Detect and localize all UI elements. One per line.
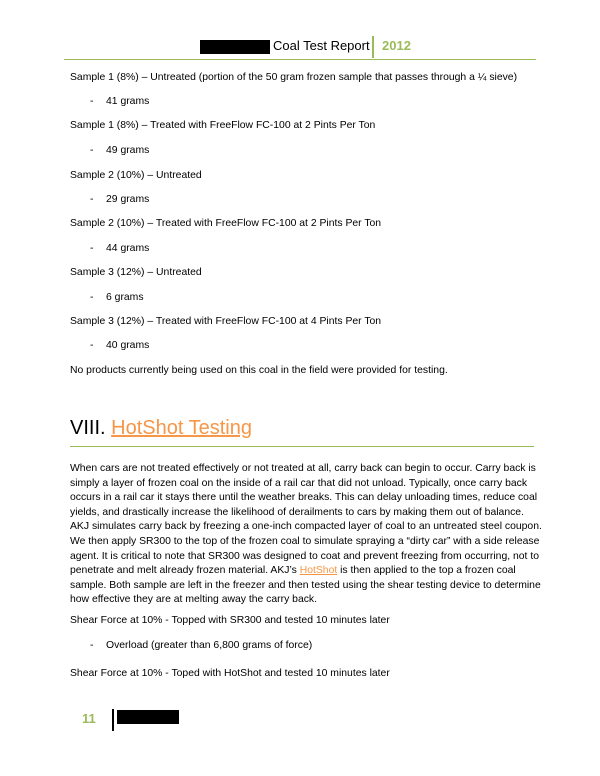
paragraph-text: When cars are not treated effectively or not treated at all, carry back can begin to occur. Carry back is simply a layer of frozen coal on the inside of a rail car that did not unload. Typically, once carry back occurs in a rail car it stays there until the weather breaks. This can delay unloading times, reduce coal yields, and drastically increase the likelihood of derailments to cars by making them out of balance. AKJ simulates carry back by freezing a one-inch compacted layer of coal to an untreated steel coupon. We then apply SR300 to the top of the frozen coal to simulate spraying a “dirty car” with a side release agent. It is critical to note that SR300 was designed to coat and prevent freezing from occurring, not to penetrate and melt already frozen material. AKJ’s [70, 463, 542, 577]
bullet-dash: - [90, 340, 94, 351]
header-divider [372, 36, 374, 58]
section-rule [70, 446, 534, 447]
shear-label: Shear Force at 10% - Topped with SR300 and tested 10 minutes later [70, 615, 390, 626]
result-label: Sample 2 (10%) – Treated with FreeFlow FC-100 at 2 Pints Per Ton [70, 218, 382, 229]
result-label: Sample 1 (8%) – Treated with FreeFlow FC-100 at 2 Pints Per Ton [70, 120, 376, 131]
paragraph-text: is then applied to the top a frozen coal sample. Both sample are left in the freezer and then tested using the shear testing device to determine how effective they are at melting away the carry back. [70, 565, 541, 606]
result-label: Sample 1 (8%) – Untreated (portion of the 50 gram frozen sample that passes through a ¼ sieve) [70, 72, 518, 83]
hotshot-link[interactable]: HotShot [299, 565, 338, 577]
header-rule [64, 59, 536, 60]
result-value: 41 grams [106, 96, 150, 107]
result-value: 49 grams [106, 145, 150, 156]
shear-value: Overload (greater than 6,800 grams of force) [106, 640, 313, 651]
header-title: Coal Test Report [273, 38, 370, 53]
body-paragraph [70, 462, 544, 608]
result-label: Sample 3 (12%) – Untreated [70, 267, 202, 278]
result-value: 6 grams [106, 292, 144, 303]
page-number: 11 [82, 711, 96, 726]
result-label: Sample 3 (12%) – Treated with FreeFlow FC-100 at 4 Pints Per Ton [70, 316, 382, 327]
note-text: No products currently being used on this coal in the field were provided for testing. [70, 365, 448, 376]
result-label: Sample 2 (10%) – Untreated [70, 170, 202, 181]
bullet-dash: - [90, 96, 94, 107]
result-value: 40 grams [106, 340, 150, 351]
result-value: 44 grams [106, 243, 150, 254]
section-number: VIII. [70, 417, 106, 439]
bullet-dash: - [90, 292, 94, 303]
page-header [0, 38, 600, 62]
result-value: 29 grams [106, 194, 150, 205]
bullet-dash: - [90, 243, 94, 254]
header-year: 2012 [382, 38, 411, 53]
bullet-dash: - [90, 640, 94, 651]
shear-label: Shear Force at 10% - Toped with HotShot and tested 10 minutes later [70, 668, 390, 679]
section-heading [70, 417, 252, 440]
footer-divider [112, 709, 114, 731]
redaction-bar [200, 40, 270, 54]
redaction-bar [117, 710, 179, 724]
bullet-dash: - [90, 194, 94, 205]
bullet-dash: - [90, 145, 94, 156]
section-title: HotShot Testing [111, 417, 252, 439]
